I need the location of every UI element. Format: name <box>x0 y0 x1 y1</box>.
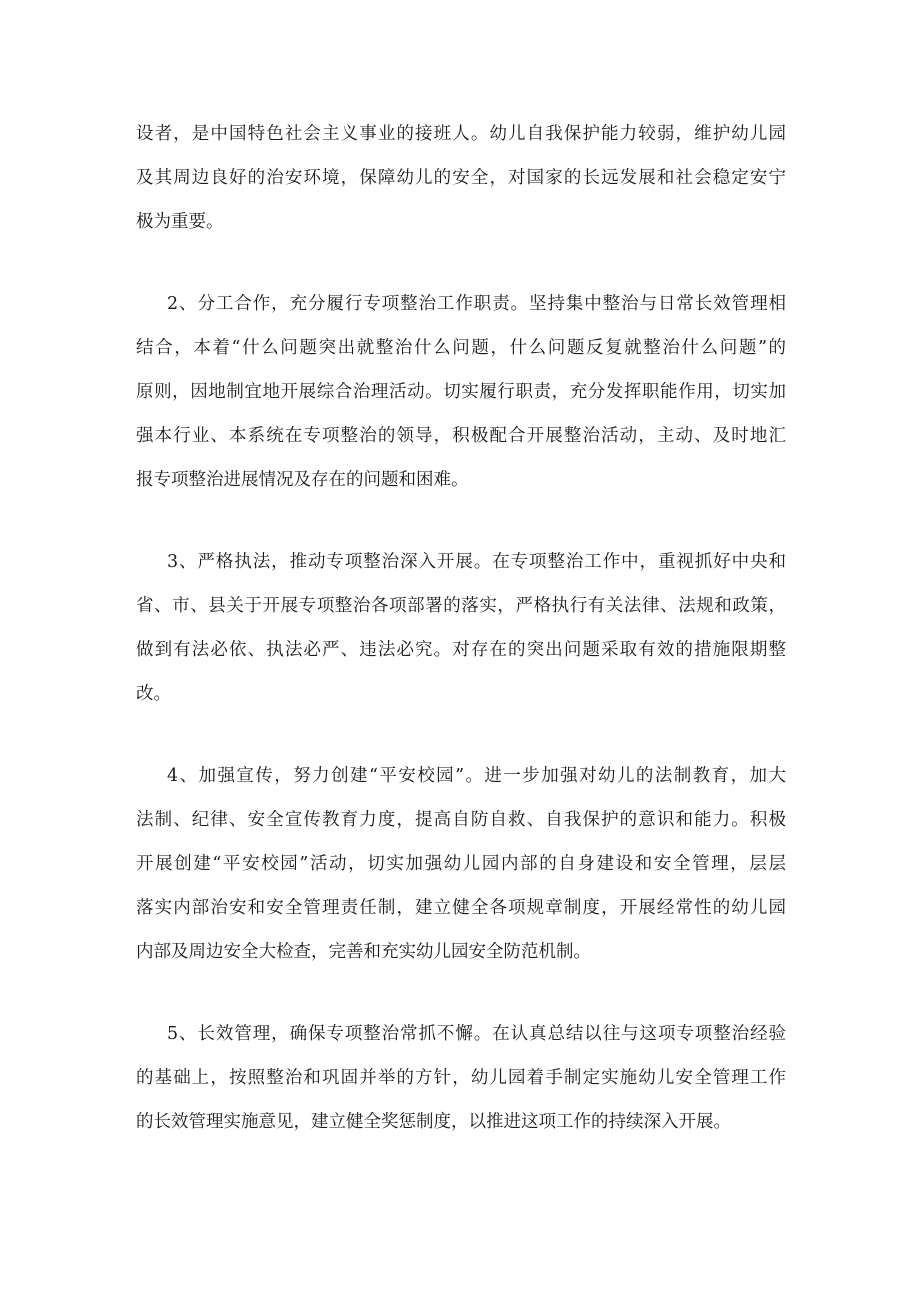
paragraph-line: 3、严格执法，推动专项整治深入开展。在专项整治工作中，重视抓好中央和 <box>167 552 786 572</box>
paragraph-2-division-of-labor <box>136 282 786 502</box>
paragraph-line: 2、分工合作，充分履行专项整治工作职责。坚持集中整治与日常长效管理相 <box>167 294 786 314</box>
paragraph-line: 法制、纪律、安全宣传教育力度，提高自防自救、自我保护的意识和能力。积极 <box>136 810 786 830</box>
paragraph-line: 原则，因地制宜地开展综合治理活动。切实履行职责，充分发挥职能作用，切实加 <box>136 382 786 402</box>
paragraph-line: 设者，是中国特色社会主义事业的接班人。幼儿自我保护能力较弱，维护幼儿园 <box>136 124 786 144</box>
paragraph-line: 报专项整治进展情况及存在的问题和困难。 <box>136 470 469 490</box>
paragraph-5-long-term-management <box>136 1012 786 1144</box>
paragraph-line: 强本行业、本系统在专项整治的领导，积极配合开展整治活动，主动、及时地汇 <box>136 426 786 446</box>
paragraph-4-publicity <box>136 754 786 974</box>
paragraph-line: 落实内部治安和安全管理责任制，建立健全各项规章制度，开展经常性的幼儿园 <box>136 898 786 918</box>
paragraph-line: 的基础上，按照整治和巩固并举的方针，幼儿园着手制定实施幼儿安全管理工作 <box>136 1068 786 1088</box>
paragraph-line: 开展创建“平安校园”活动，切实加强幼儿园内部的自身建设和安全管理，层层 <box>136 854 786 874</box>
paragraph-line: 改。 <box>136 684 171 704</box>
paragraph-1-continuation <box>136 112 786 244</box>
paragraph-line: 内部及周边安全大检查，完善和充实幼儿园安全防范机制。 <box>136 942 591 962</box>
paragraph-line: 结合，本着“什么问题突出就整治什么问题，什么问题反复就整治什么问题”的 <box>136 338 786 358</box>
paragraph-3-strict-enforcement <box>136 540 786 716</box>
document-page <box>136 112 786 1182</box>
paragraph-line: 省、市、县关于开展专项整治各项部署的落实，严格执行有关法律、法规和政策， <box>136 596 786 616</box>
paragraph-line: 极为重要。 <box>136 212 224 232</box>
paragraph-line: 的长效管理实施意见，建立健全奖惩制度，以推进这项工作的持续深入开展。 <box>136 1112 731 1132</box>
paragraph-line: 及其周边良好的治安环境，保障幼儿的安全，对国家的长远发展和社会稳定安宁 <box>136 168 786 188</box>
paragraph-line: 4、加强宣传，努力创建“平安校园”。进一步加强对幼儿的法制教育，加大 <box>167 766 786 786</box>
paragraph-line: 5、长效管理，确保专项整治常抓不懈。在认真总结以往与这项专项整治经验 <box>167 1024 786 1044</box>
paragraph-line: 做到有法必依、执法必严、违法必究。对存在的突出问题采取有效的措施限期整 <box>136 640 786 660</box>
